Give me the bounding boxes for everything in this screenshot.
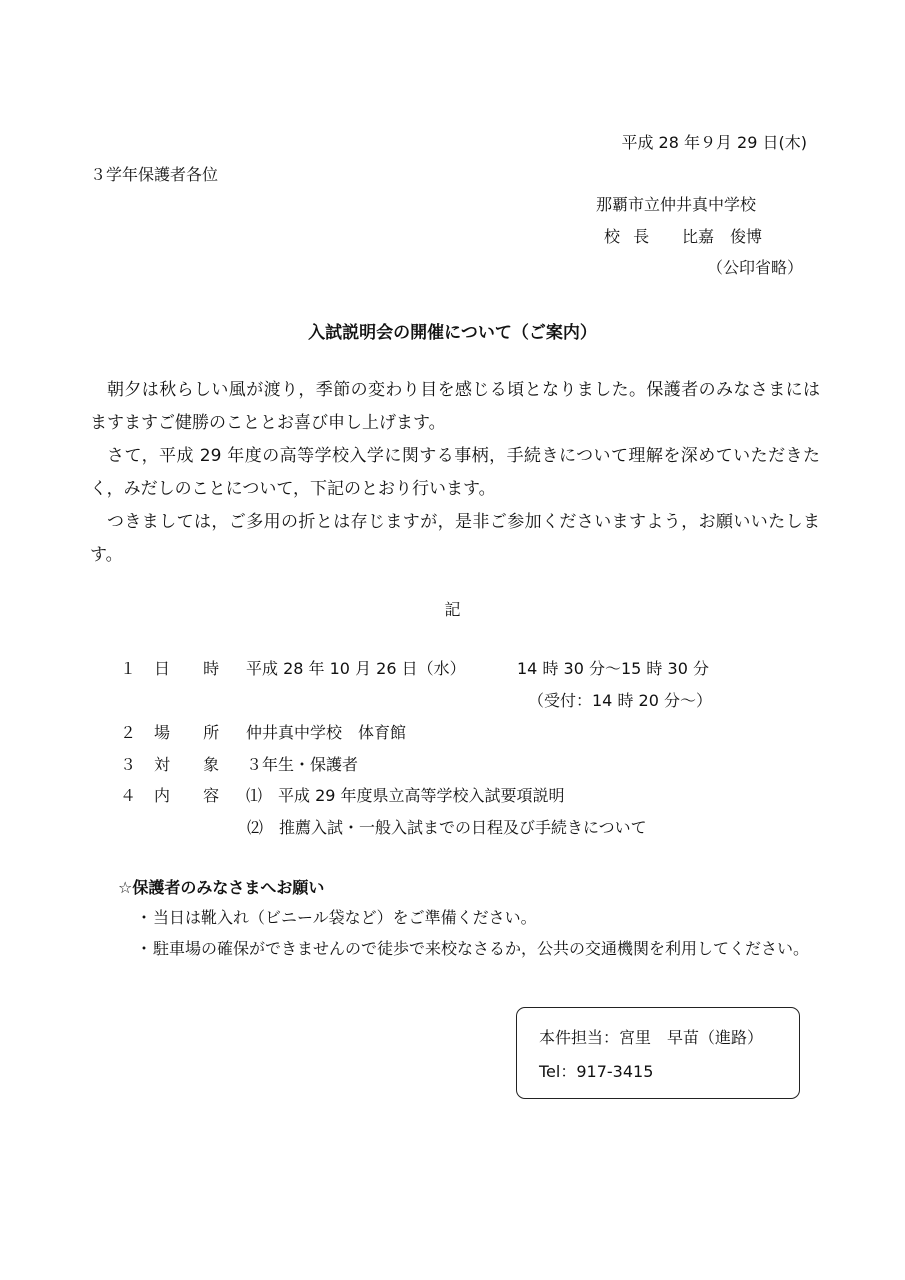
- item-datetime: [120, 656, 466, 679]
- item-number: ４: [120, 786, 137, 805]
- item-value: ３年生・保護者: [246, 755, 359, 774]
- document-title: 入試説明会の開催について（ご案内）: [308, 323, 597, 343]
- item-reception: （受付：14 時 20 分～）: [528, 691, 712, 710]
- contact-box: [516, 1007, 800, 1099]
- sender-role: 校 長: [604, 227, 654, 246]
- recipient: ３学年保護者各位: [90, 165, 219, 184]
- ki-heading: 記: [444, 600, 461, 619]
- item-content: [120, 783, 565, 806]
- request-item: [136, 933, 826, 965]
- subitem-text: 平成 29 年度県立高等学校入試要項説明: [278, 786, 565, 805]
- contact-tel: Tel：917-3415: [539, 1062, 654, 1081]
- sender-school: 那覇市立仲井真中学校: [596, 195, 757, 214]
- bullet: ・: [136, 908, 153, 927]
- item-number: ３: [120, 755, 137, 774]
- body-paragraph-3: つきましては，ご多用の折とは存じますが，是非ご参加くださいますよう，お願いいたします。: [90, 512, 820, 565]
- body-paragraph-2: さて，平成 29 年度の高等学校入学に関する事柄，手続きについて理解を深めていただきたく，みだしのことについて，下記のとおり行います。: [90, 446, 820, 499]
- item-subitem-2: [247, 815, 647, 838]
- sender-principal: [604, 224, 762, 247]
- request-heading: ☆保護者のみなさまへお願い: [118, 878, 325, 897]
- item-label: 内 容: [154, 786, 234, 805]
- seal-note: （公印省略）: [706, 258, 803, 277]
- request-text: 駐車場の確保ができませんので徒歩で来校なさるか，公共の交通機関を利用してください。: [153, 939, 810, 958]
- request-text: 当日は靴入れ（ビニール袋など）をご準備ください。: [153, 908, 537, 927]
- sender-name: 比嘉 俊博: [682, 227, 763, 246]
- item-label: 場 所: [154, 723, 234, 742]
- bullet: ・: [136, 939, 153, 958]
- subitem-text: 推薦入試・一般入試までの日程及び手続きについて: [279, 818, 647, 837]
- item-target: [120, 752, 358, 775]
- subitem-number: ⑵: [247, 818, 264, 837]
- body-paragraph-1: 朝夕は秋らしい風が渡り，季節の変わり目を感じる頃となりました。保護者のみなさまにはますますご健勝のこととお喜び申し上げます。: [90, 380, 820, 433]
- item-place: [120, 720, 406, 743]
- item-value: 平成 28 年 10 月 26 日（水）: [246, 659, 466, 678]
- subitem-number: ⑴: [246, 786, 263, 805]
- item-time: 14 時 30 分～15 時 30 分: [517, 659, 709, 678]
- body-text: [90, 374, 820, 572]
- item-label: 対 象: [154, 755, 234, 774]
- document-date: 平成 28 年９月 29 日(木): [621, 133, 807, 152]
- item-subitem-1: [246, 783, 565, 806]
- item-number: １: [120, 659, 137, 678]
- request-item: [136, 902, 826, 934]
- item-value: 仲井真中学校 体育館: [246, 723, 407, 742]
- contact-person: 本件担当：宮里 早苗（進路）: [539, 1028, 764, 1047]
- item-number: ２: [120, 723, 137, 742]
- item-label: 日 時: [154, 659, 234, 678]
